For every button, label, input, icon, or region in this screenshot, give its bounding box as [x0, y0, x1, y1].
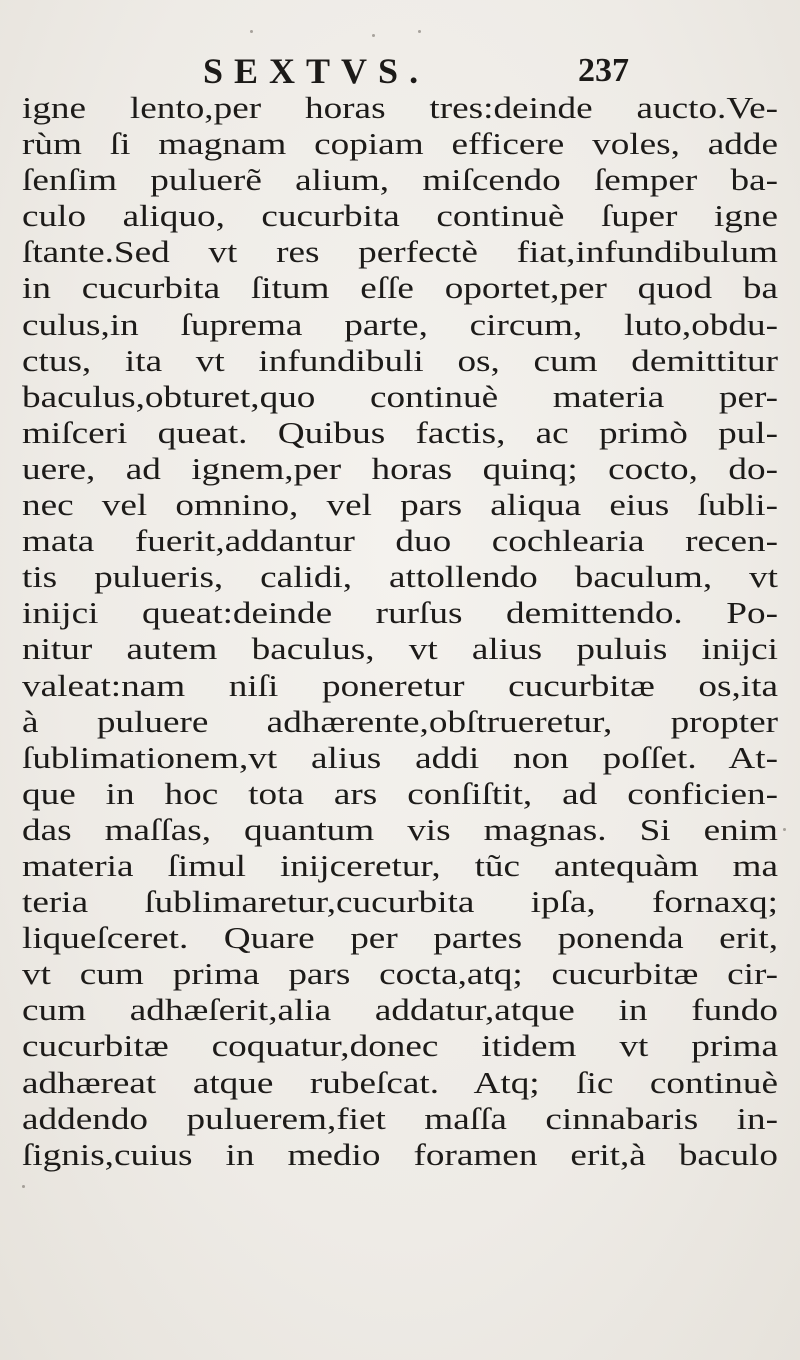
paper-speck: [250, 30, 253, 33]
text-line: à puluere adhærente,obſtrueretur, propter: [22, 703, 778, 739]
text-line: que in hoc tota ars conſiſtit, ad conficien-: [22, 775, 778, 811]
text-line: vt cum prima pars cocta,atq; cucurbitæ cir-: [22, 956, 778, 992]
text-line: in cucurbita ſitum eſſe oportet,per quod ba: [22, 270, 778, 306]
text-line: addendo puluerem,fiet maſſa cinnabaris in-: [22, 1100, 778, 1136]
text-line: cucurbitæ coquatur,donec itidem vt prima: [22, 1028, 778, 1064]
paper-speck: [418, 30, 421, 33]
text-line: tis pulueris, calidi, attollendo baculum, vt: [22, 559, 778, 595]
text-line: ſenſim puluerẽ alium, miſcendo ſemper ba-: [22, 162, 778, 198]
text-line: ſignis,cuius in medio foramen erit,à baculo: [22, 1136, 778, 1172]
text-line: teria ſublimaretur,cucurbita ipſa, fornaxq;: [22, 884, 778, 920]
text-line: valeat:nam niſi poneretur cucurbitæ os,ita: [22, 667, 778, 703]
text-line: cum adhæſerit,alia addatur,atque in fundo: [22, 992, 778, 1028]
text-line: ctus, ita vt infundibuli os, cum demittitur: [22, 342, 778, 378]
text-line: ſtante.Sed vt res perfectè fiat,infundibulum: [22, 234, 778, 270]
paper-speck: [22, 1185, 25, 1188]
text-line: inijci queat:deinde rurſus demittendo. Po-: [22, 595, 778, 631]
text-line: nec vel omnino, vel pars aliqua eius ſubli-: [22, 487, 778, 523]
text-line: ſublimationem,vt alius addi non poſſet. At-: [22, 739, 778, 775]
text-line: adhæreat atque rubeſcat. Atq; ſic continuè: [22, 1064, 778, 1100]
text-line: materia ſimul inijceretur, tũc antequàm ma: [22, 847, 778, 883]
text-line: uere, ad ignem,per horas quinq; cocto, do-: [22, 450, 778, 486]
body-text: [22, 90, 778, 1173]
paper-speck: [372, 34, 375, 37]
text-line: rùm ſi magnam copiam efficere voles, adde: [22, 126, 778, 162]
paper-speck: [783, 828, 786, 831]
text-line: igne lento,per horas tres:deinde aucto.Ve-: [22, 90, 778, 125]
text-line: das maſſas, quantum vis magnas. Si enim: [22, 811, 778, 847]
running-head: SEXTVS.: [203, 51, 430, 91]
page-header: [0, 46, 800, 96]
text-line: culus,in ſuprema parte, circum, luto,obdu-: [22, 306, 778, 342]
text-line: liqueſceret. Quare per partes ponenda erit,: [22, 920, 778, 956]
page-number: 237: [578, 52, 629, 89]
text-line: culo aliquo, cucurbita continuè ſuper igne: [22, 198, 778, 234]
text-line: mata fuerit,addantur duo cochlearia recen-: [22, 523, 778, 559]
text-line: baculus,obturet,quo continuè materia per-: [22, 378, 778, 414]
text-line: miſceri queat. Quibus factis, ac primò pul-: [22, 414, 778, 450]
text-line: nitur autem baculus, vt alius puluis inijci: [22, 631, 778, 667]
